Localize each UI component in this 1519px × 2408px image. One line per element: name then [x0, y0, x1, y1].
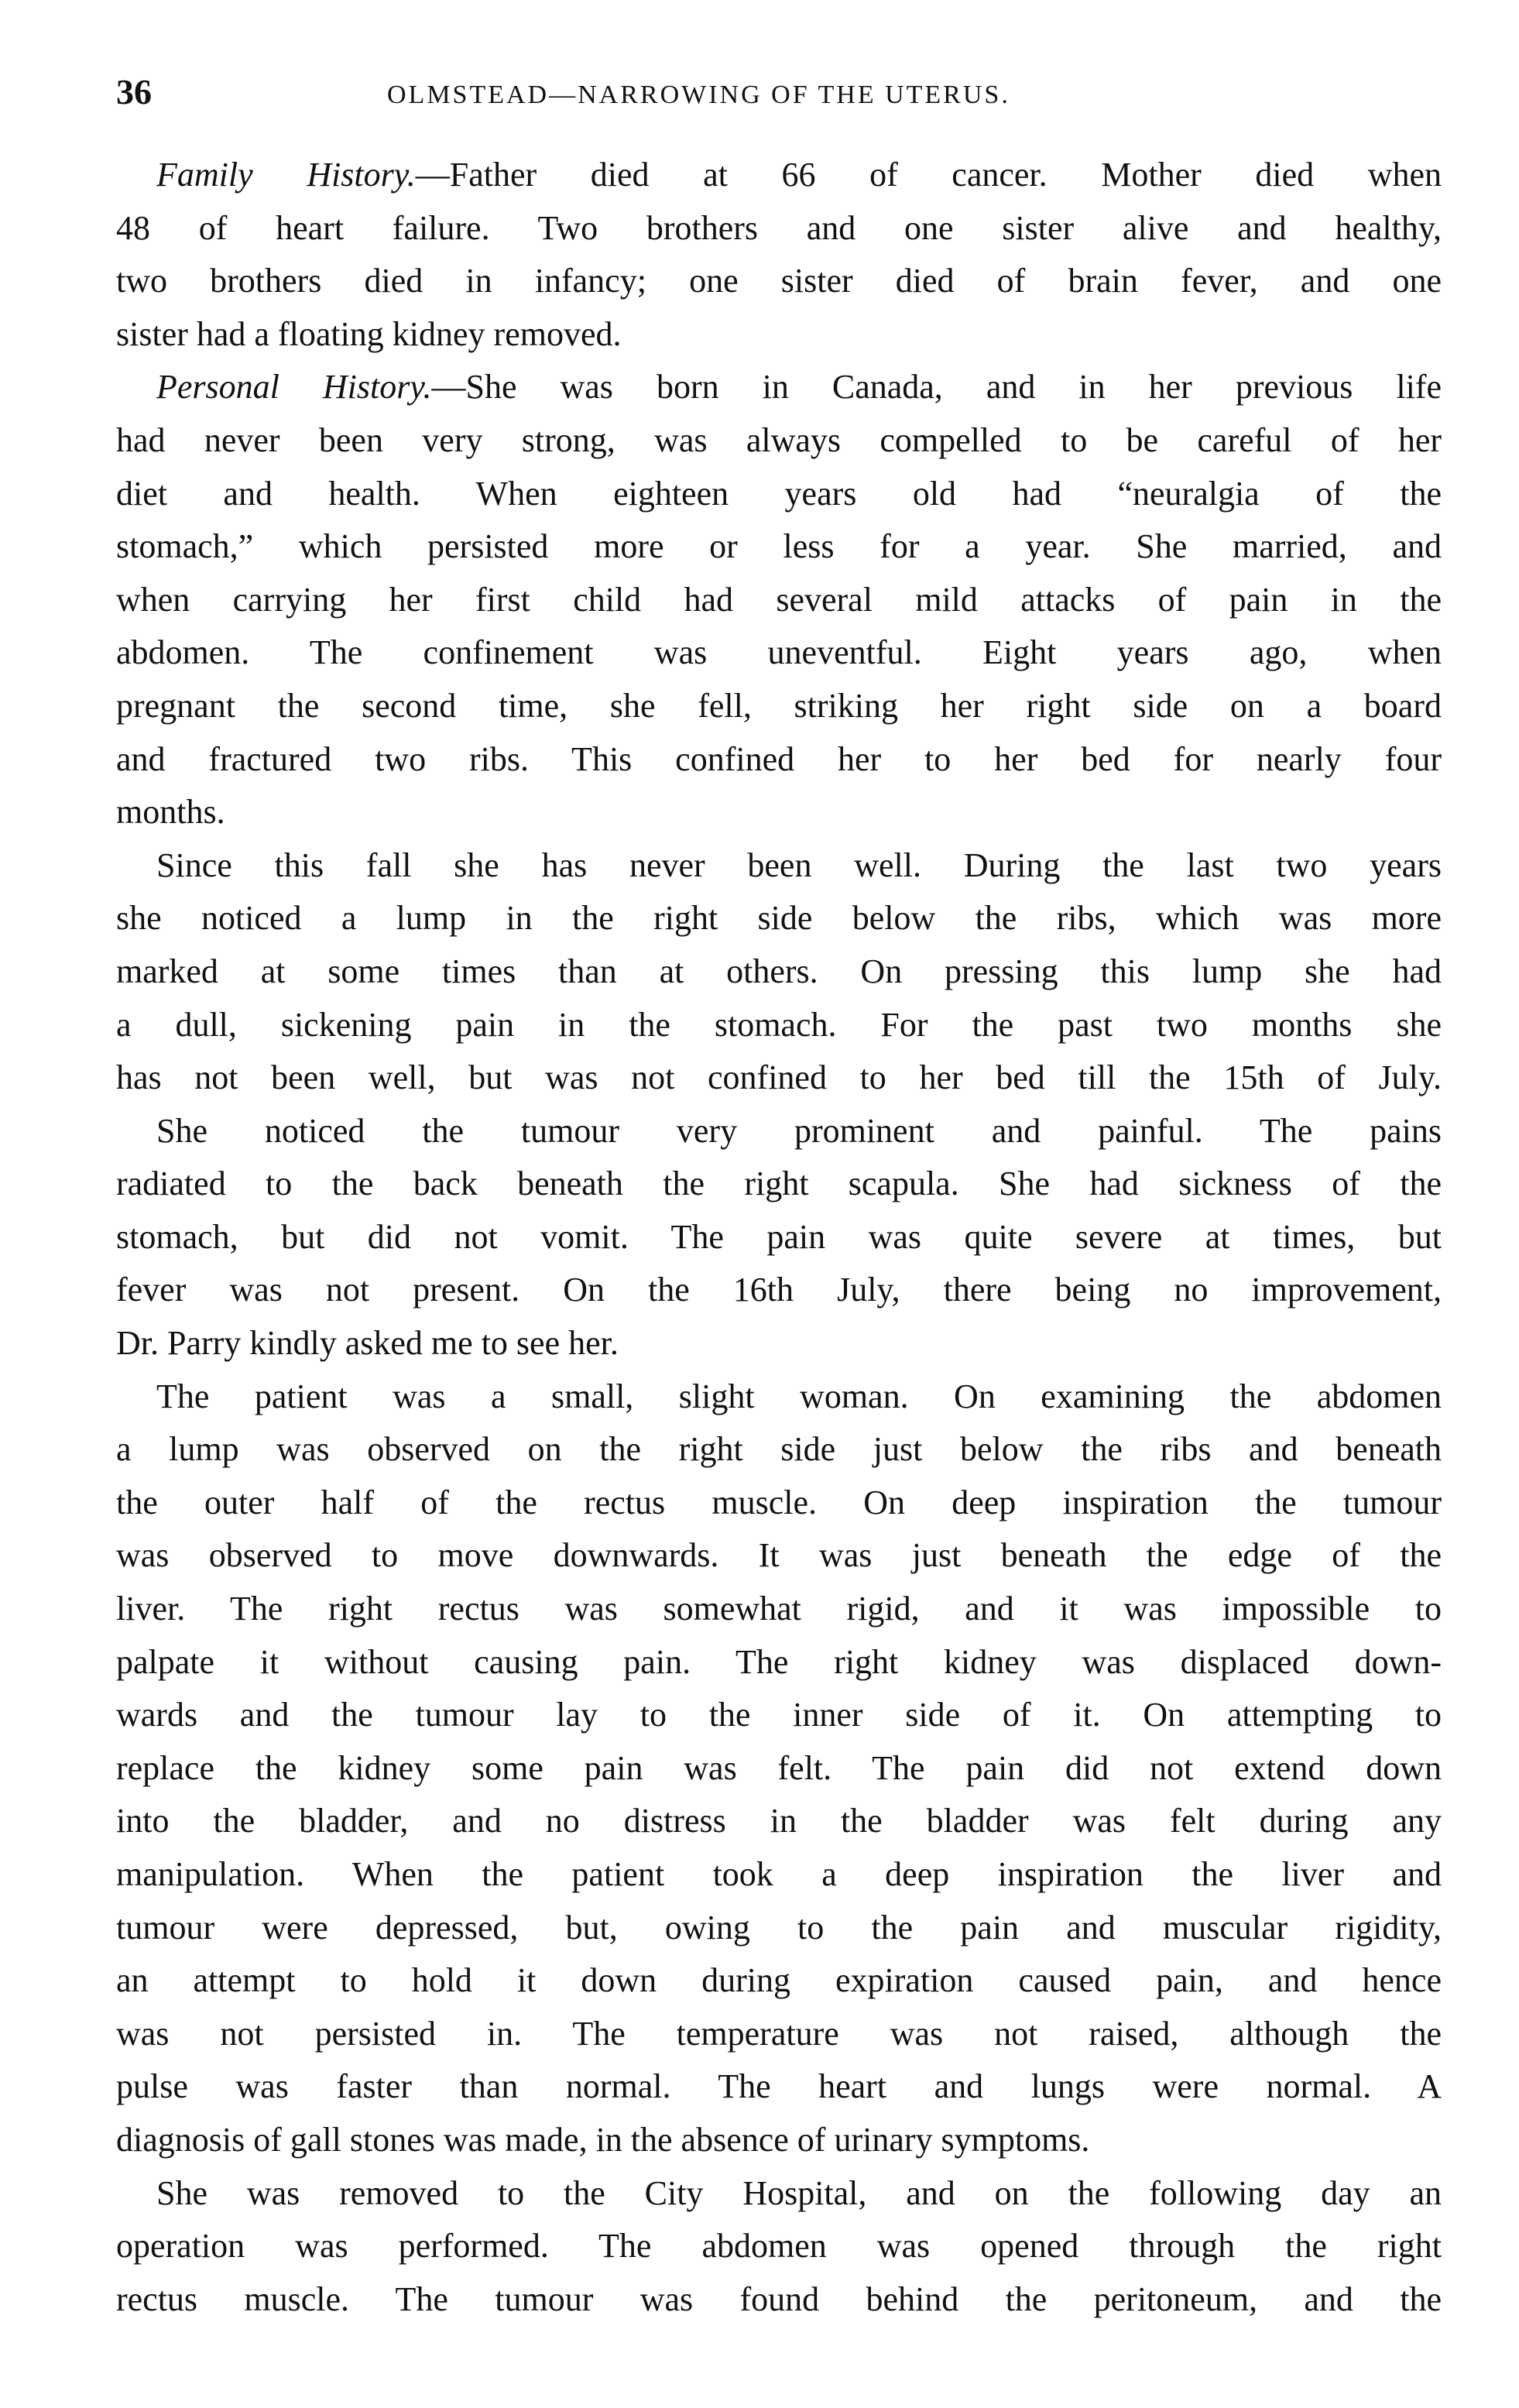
page-header [116, 71, 1432, 125]
text-line: when carrying her first child had several mild attacks of pain in the [116, 580, 1442, 619]
text-line: Dr. Parry kindly asked me to see her. [116, 1324, 619, 1363]
text-line: pregnant the second time, she fell, striking her right side on a board [116, 686, 1442, 725]
paragraph-family-history [116, 149, 1442, 361]
section-heading: Family History. [156, 156, 416, 194]
page-number: 36 [116, 72, 152, 111]
text-line: She noticed the tumour very prominent and painful. The pains [156, 1111, 1442, 1150]
body-text [116, 149, 1442, 2326]
line-text: —Father died at 66 of cancer. Mother died when [415, 156, 1442, 194]
text-line: months. [116, 793, 225, 832]
paragraph-examination [116, 1370, 1442, 2167]
paragraph-since-fall [116, 839, 1442, 1370]
text-line: radiated to the back beneath the right scapula. She had sickness of the [116, 1165, 1442, 1203]
section-heading: Personal History. [156, 368, 432, 406]
line-text: —She was born in Canada, and in her previous life [431, 368, 1442, 406]
text-line: She was removed to the City Hospital, and on the following day an [156, 2173, 1442, 2212]
text-line: liver. The right rectus was somewhat rigid, and it was impossible to [116, 1590, 1442, 1628]
text-line: was observed to move downwards. It was just beneath the edge of the [116, 1536, 1442, 1575]
text-line: operation was performed. The abdomen was opened through the right [116, 2227, 1442, 2266]
text-line: she noticed a lump in the right side below the ribs, which was more [116, 899, 1442, 938]
paragraph-personal-history [116, 361, 1442, 839]
text-line: a dull, sickening pain in the stomach. For the past two months she [116, 1005, 1442, 1044]
text-line: tumour were depressed, but, owing to the pain and muscular rigidity, [116, 1908, 1442, 1947]
text-line: stomach,” which persisted more or less for a year. She married, and [116, 527, 1442, 566]
text-line: Since this fall she has never been well. During the last two years [156, 846, 1442, 884]
text-line: abdomen. The confinement was uneventful. Eight years ago, when [116, 633, 1442, 672]
text-line: The patient was a small, slight woman. On examining the abdomen [156, 1377, 1442, 1415]
text-line: stomach, but did not vomit. The pain was quite severe at times, but [116, 1217, 1442, 1256]
text-line: was not persisted in. The temperature was not raised, although the [116, 2014, 1442, 2053]
text-line: 48 of heart failure. Two brothers and one sister alive and healthy, [116, 208, 1442, 247]
text-line: two brothers died in infancy; one sister died of brain fever, and one [116, 262, 1442, 300]
text-line: fever was not present. On the 16th July, there being no improvement, [116, 1271, 1442, 1309]
text-line: into the bladder, and no distress in the bladder was felt during any [116, 1802, 1442, 1840]
paragraph-operation [116, 2167, 1442, 2327]
text-line: wards and the tumour lay to the inner side of it. On attempting to [116, 1696, 1442, 1734]
text-line: the outer half of the rectus muscle. On deep inspiration the tumour [116, 1483, 1442, 1521]
text-line: diet and health. When eighteen years old had “neuralgia of the [116, 474, 1442, 513]
text-line: diagnosis of gall stones was made, in the absence of urinary symptoms. [116, 2120, 1090, 2159]
text-line: a lump was observed on the right side just below the ribs and beneath [116, 1430, 1442, 1469]
text-line: pulse was faster than normal. The heart and lungs were normal. A [116, 2067, 1442, 2106]
text-line: an attempt to hold it down during expiration caused pain, and hence [116, 1961, 1442, 2000]
running-head: OLMSTEAD—NARROWING OF THE UTERUS. [387, 81, 1010, 109]
text-line: sister had a floating kidney removed. [116, 314, 622, 353]
text-line: rectus muscle. The tumour was found behind the peritoneum, and the [116, 2279, 1442, 2318]
text-line: palpate it without causing pain. The right kidney was displaced down- [116, 1642, 1442, 1681]
text-line: and fractured two ribs. This confined her to her bed for nearly four [116, 739, 1442, 778]
text-line: has not been well, but was not confined to her bed till the 15th of July. [116, 1058, 1442, 1097]
text-line: marked at some times than at others. On pressing this lump she had [116, 952, 1442, 990]
text-line [116, 361, 1442, 414]
text-line [116, 149, 1442, 202]
text-line: replace the kidney some pain was felt. The pain did not extend down [116, 1748, 1442, 1787]
text-line: had never been very strong, was always compelled to be careful of her [116, 420, 1442, 459]
text-line: manipulation. When the patient took a deep inspiration the liver and [116, 1855, 1442, 1893]
